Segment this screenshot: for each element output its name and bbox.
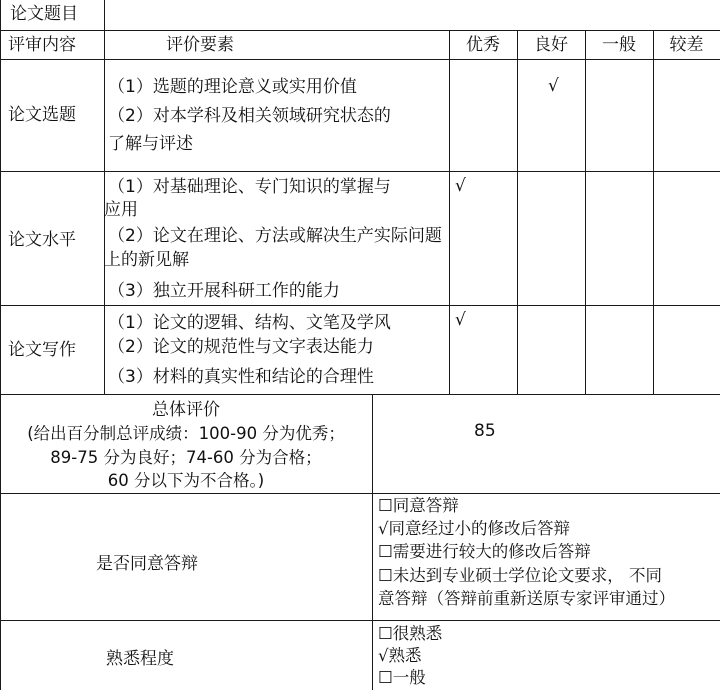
row-divider bbox=[0, 30, 720, 31]
overall-instructions: 60 分以下为不合格。) bbox=[107, 471, 265, 490]
section-name-topic: 论文选题 bbox=[8, 105, 76, 125]
checkbox-empty-icon[interactable]: ☐ bbox=[378, 668, 393, 687]
criteria-line: 上的新见解 bbox=[104, 250, 189, 270]
checkbox-empty-icon[interactable]: ☐ bbox=[378, 624, 393, 643]
row-divider bbox=[0, 59, 720, 60]
header-grade-poor: 较差 bbox=[669, 35, 704, 55]
section-name-level: 论文水平 bbox=[8, 230, 76, 250]
row-divider bbox=[0, 493, 720, 494]
checkbox-empty-icon[interactable]: ☐ bbox=[378, 542, 393, 561]
grade-check-mark: √ bbox=[455, 176, 466, 196]
grade-check-mark: √ bbox=[548, 76, 559, 96]
criteria-line: （2）论文在理论、方法或解决生产实际问题 bbox=[108, 226, 442, 246]
criteria-line: （2）论文的规范性与文字表达能力 bbox=[108, 337, 374, 357]
familiarity-option-familiar[interactable]: √熟悉 bbox=[378, 646, 422, 665]
familiarity-option-average[interactable]: ☐一般 bbox=[378, 668, 426, 687]
grade-check-mark: √ bbox=[455, 310, 466, 330]
table-border-left bbox=[0, 0, 1, 690]
header-grade-good: 良好 bbox=[534, 35, 568, 55]
overall-label: 总体评价 bbox=[152, 400, 220, 420]
header-review-content: 评审内容 bbox=[8, 35, 76, 55]
defense-label: 是否同意答辩 bbox=[96, 554, 198, 574]
checkbox-empty-icon[interactable]: ☐ bbox=[378, 496, 393, 515]
section-name-writing: 论文写作 bbox=[8, 340, 76, 360]
checkbox-empty-icon[interactable]: ☐ bbox=[378, 566, 393, 585]
familiarity-label: 熟悉程度 bbox=[106, 649, 174, 669]
familiarity-option-very-familiar[interactable]: ☐很熟悉 bbox=[378, 624, 443, 643]
header-grade-excellent: 优秀 bbox=[466, 35, 500, 55]
thesis-title-value[interactable] bbox=[110, 4, 710, 26]
defense-option-approve[interactable]: ☐同意答辩 bbox=[378, 496, 459, 515]
column-divider bbox=[449, 30, 450, 394]
row-divider bbox=[0, 620, 720, 621]
criteria-line: （3）材料的真实性和结论的合理性 bbox=[108, 367, 374, 387]
defense-option-minor-revision[interactable]: √同意经过小的修改后答辩 bbox=[378, 519, 571, 538]
column-divider bbox=[372, 394, 373, 690]
criteria-line: （1）对基础理论、专门知识的掌握与 bbox=[108, 177, 391, 197]
criteria-line: （1）论文的逻辑、结构、文笔及学风 bbox=[108, 313, 391, 333]
overall-instructions: 89-75 分为良好；74-60 分为合格； bbox=[50, 448, 322, 467]
thesis-title-label: 论文题目 bbox=[10, 4, 78, 24]
criteria-line: （3）独立开展科研工作的能力 bbox=[108, 281, 340, 301]
row-divider bbox=[0, 305, 720, 306]
column-divider bbox=[585, 30, 586, 394]
criteria-line: （2）对本学科及相关领域研究状态的 bbox=[108, 106, 391, 126]
row-divider bbox=[0, 171, 720, 172]
column-divider bbox=[517, 30, 518, 394]
row-divider bbox=[0, 394, 720, 395]
overall-score[interactable]: 85 bbox=[474, 421, 496, 441]
defense-option-major-revision[interactable]: ☐需要进行较大的修改后答辩 bbox=[378, 542, 591, 561]
defense-option-continuation: 意答辩（答辩前重新送原专家评审通过） bbox=[378, 589, 675, 608]
criteria-line: 了解与评述 bbox=[108, 134, 193, 154]
overall-instructions: (给出百分制总评成绩：100-90 分为优秀； bbox=[27, 424, 345, 443]
checkbox-checked-icon[interactable]: √ bbox=[378, 519, 389, 538]
header-criteria: 评价要素 bbox=[166, 35, 234, 55]
column-divider bbox=[653, 30, 654, 394]
criteria-line: （1）选题的理论意义或实用价值 bbox=[108, 77, 357, 97]
header-grade-average: 一般 bbox=[602, 35, 636, 55]
defense-option-not-qualified[interactable]: ☐未达到专业硕士学位论文要求， 不同 bbox=[378, 566, 663, 585]
checkbox-checked-icon[interactable]: √ bbox=[378, 646, 389, 665]
criteria-line: 应用 bbox=[104, 200, 138, 220]
